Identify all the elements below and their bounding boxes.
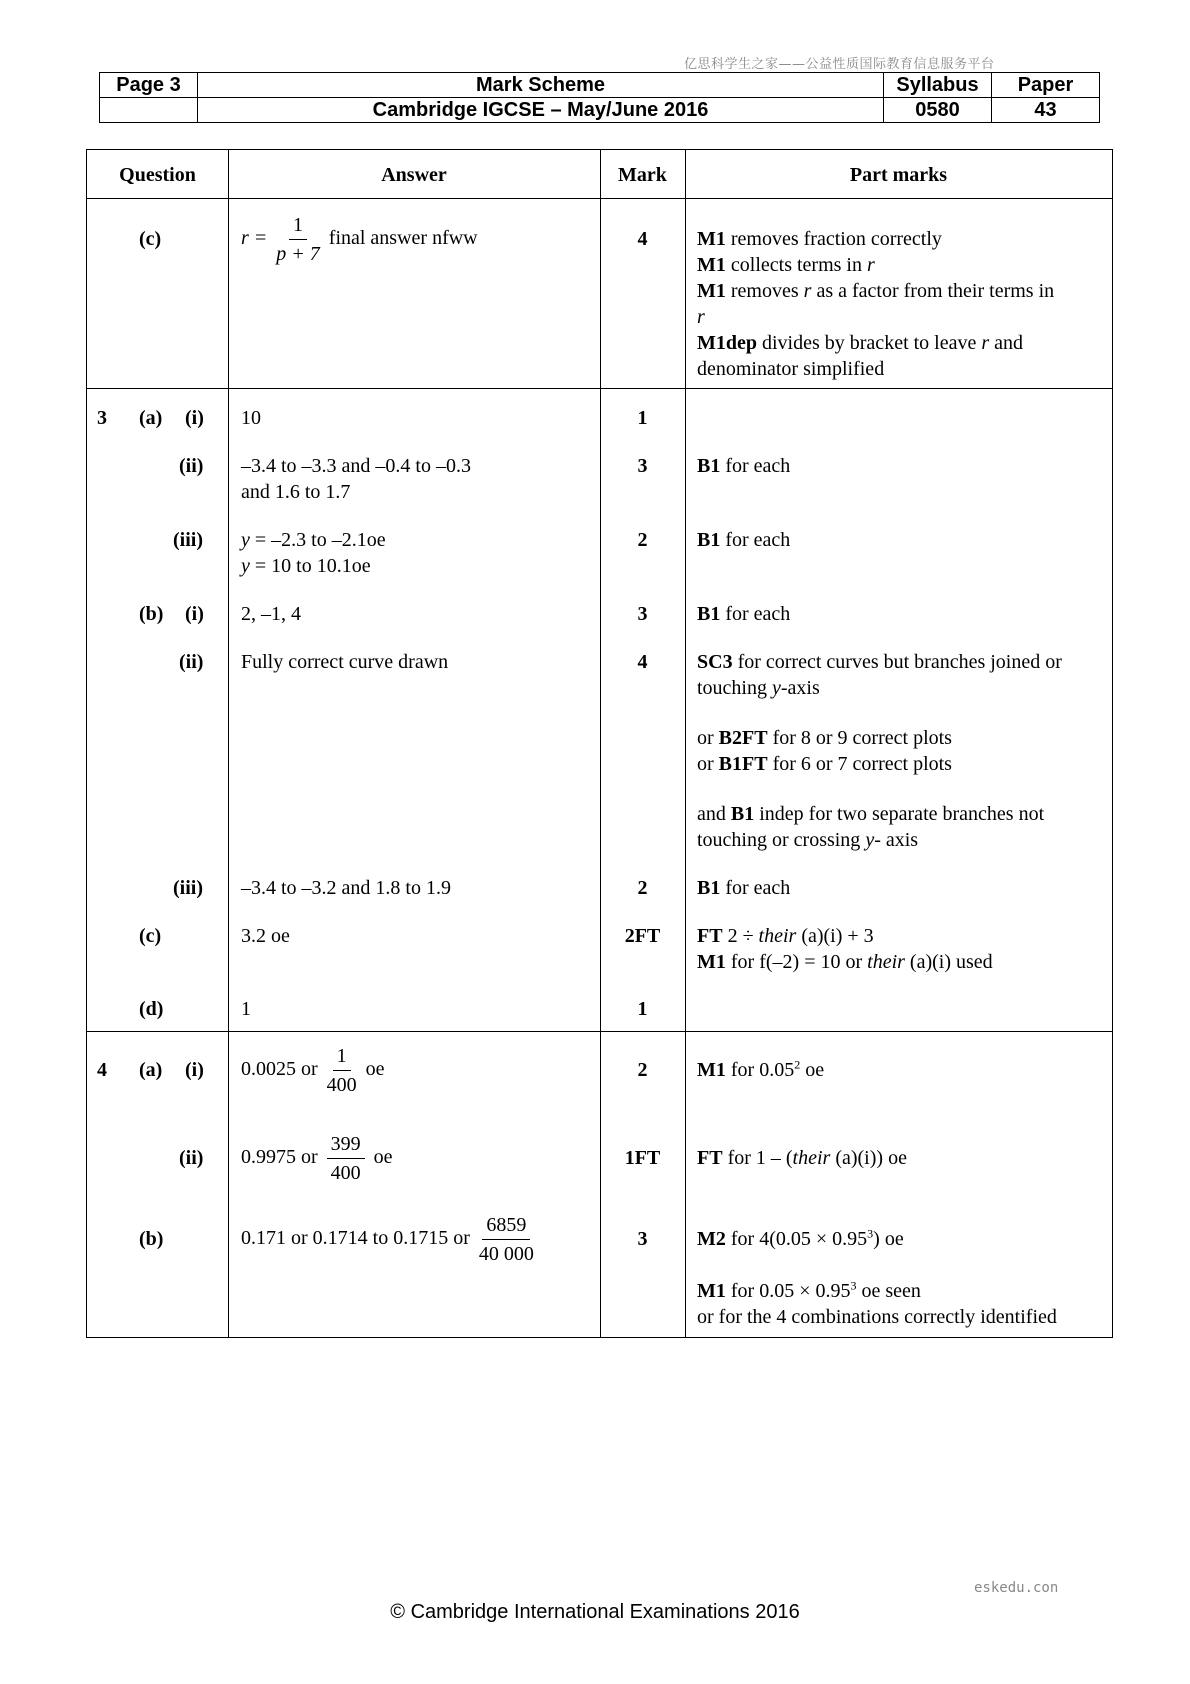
answer-cell — [241, 211, 478, 268]
fraction — [327, 1042, 357, 1099]
answer-cell — [241, 1042, 385, 1099]
question-subpart: (iii) — [173, 877, 203, 899]
part-marks-cell — [697, 1057, 824, 1083]
mark-code: M1dep — [697, 332, 757, 354]
mark-note: for 6 or 7 correct plots — [767, 753, 952, 775]
mark-note: or — [697, 753, 719, 775]
answer-line: and 1.6 to 1.7 — [241, 481, 351, 503]
superscript: 2 — [794, 1057, 801, 1072]
column-header-question: Question — [119, 164, 196, 186]
column-header-answer: Answer — [381, 164, 447, 186]
mark-note: and — [989, 332, 1024, 354]
mark-value: 1 — [637, 998, 648, 1020]
mark-code: FT — [697, 925, 723, 947]
mark-note: indep for two separate branches not — [754, 803, 1045, 825]
paper-label: Paper — [992, 73, 1100, 98]
mark-note: collects terms in — [725, 254, 867, 276]
question-part: (b) — [139, 1228, 164, 1250]
mark-note: r — [697, 306, 705, 328]
mark-code: M1 — [697, 280, 726, 302]
part-marks-cell — [697, 875, 790, 901]
mark-note: their — [792, 1147, 831, 1169]
mark-note: -axis — [780, 677, 820, 699]
answer-cell: –3.4 to –3.2 and 1.8 to 1.9 — [241, 877, 451, 899]
mark-note: for 0.05 — [725, 1059, 795, 1081]
paper-number: 43 — [992, 98, 1100, 123]
question-subpart: (ii) — [179, 651, 204, 673]
fraction-denominator: 400 — [330, 1162, 361, 1184]
fraction-numerator: 6859 — [482, 1211, 530, 1240]
question-part: (b) — [139, 603, 164, 625]
column-header-part-marks: Part marks — [849, 164, 948, 186]
mark-value: 4 — [637, 651, 648, 673]
mark-note: (a)(i)) oe — [830, 1147, 907, 1169]
mark-value: 1 — [637, 407, 648, 429]
question-part: (a) — [139, 407, 163, 429]
question-part: (c) — [139, 925, 162, 947]
mark-note: oe — [800, 1059, 825, 1081]
mark-code: B1 — [697, 529, 721, 551]
mark-note: touching — [697, 677, 772, 699]
mark-code: M1 — [697, 228, 726, 250]
answer-cell — [241, 453, 471, 505]
footer-copyright: © Cambridge International Examinations 2016 — [390, 1601, 800, 1623]
mark-note: touching or crossing — [697, 829, 866, 851]
answer-var: y — [241, 529, 250, 551]
mark-note: r — [866, 254, 875, 276]
mark-note: for 8 or 9 correct plots — [767, 727, 952, 749]
mark-note: y — [865, 829, 875, 851]
question-number: 4 — [97, 1059, 107, 1081]
mark-note: 2 ÷ — [722, 925, 759, 947]
answer-cell: 3.2 oe — [241, 925, 290, 947]
answer-text: oe — [365, 1058, 385, 1081]
mark-code: B2FT — [718, 727, 768, 749]
mark-value: 1FT — [624, 1147, 661, 1169]
answer-text: oe — [373, 1146, 393, 1169]
mark-note: for each — [720, 455, 791, 477]
part-marks-cell — [697, 923, 993, 975]
fraction-numerator: 1 — [333, 1042, 351, 1071]
part-marks-cell — [697, 527, 790, 553]
question-number: 3 — [97, 407, 107, 429]
mark-note: (a)(i) used — [904, 951, 993, 973]
mark-code: M1 — [697, 1280, 726, 1302]
mark-note: y — [772, 677, 781, 699]
answer-cell: 2, –1, 4 — [241, 603, 301, 625]
answer-cell: Fully correct curve drawn — [241, 651, 449, 673]
mark-note: removes fraction correctly — [725, 228, 942, 250]
syllabus-label: Syllabus — [884, 73, 992, 98]
mark-note: - axis — [874, 829, 919, 851]
mark-code: SC3 — [697, 651, 733, 673]
mark-note: for 0.05 × 0.95 — [725, 1280, 851, 1302]
answer-text: 0.171 or 0.1714 to 0.1715 or — [241, 1227, 470, 1250]
part-marks-cell — [697, 226, 1054, 382]
answer-text: 0.9975 or — [241, 1146, 318, 1169]
answer-cell: 10 — [241, 407, 261, 429]
mark-value: 4 — [637, 228, 648, 250]
column-header-mark: Mark — [618, 164, 667, 186]
answer-cell — [241, 1130, 393, 1187]
mark-code: M1 — [697, 254, 726, 276]
mark-note: removes — [725, 280, 804, 302]
header-title: Mark Scheme — [198, 73, 884, 98]
mark-note: and — [697, 803, 731, 825]
question-subpart: (ii) — [179, 1147, 204, 1169]
mark-code: B1FT — [718, 753, 768, 775]
part-marks-cell — [697, 453, 790, 479]
fraction — [327, 1130, 365, 1187]
exam-name: Cambridge IGCSE – May/June 2016 — [198, 98, 884, 123]
fraction-numerator: 399 — [327, 1130, 365, 1159]
fraction-denominator: 400 — [326, 1074, 357, 1096]
syllabus-code: 0580 — [884, 98, 992, 123]
part-marks-cell — [697, 1145, 907, 1171]
answer-suffix: final answer nfww — [328, 227, 478, 250]
part-marks-cell — [697, 649, 1062, 853]
mark-value: 3 — [637, 455, 648, 477]
answer-line: –3.4 to –3.3 and –0.4 to –0.3 — [241, 455, 471, 477]
mark-note: r — [981, 332, 990, 354]
mark-note: for each — [720, 603, 791, 625]
mark-note: for correct curves but branches joined or — [732, 651, 1062, 673]
fraction-denominator: p + 7 — [276, 243, 320, 265]
mark-note: for each — [720, 877, 791, 899]
mark-note: oe seen — [856, 1280, 921, 1302]
mark-value: 2 — [637, 1059, 648, 1081]
mark-value: 3 — [637, 603, 648, 625]
header-table — [99, 72, 1100, 123]
divider — [685, 150, 686, 1337]
mark-code: M1 — [697, 951, 726, 973]
mark-code: M1 — [697, 1059, 726, 1081]
mark-note: divides by bracket to leave — [757, 332, 982, 354]
mark-note: their — [758, 925, 797, 947]
question-part: (a) — [139, 1059, 163, 1081]
question-subpart: (i) — [185, 603, 204, 625]
question-subpart: (i) — [185, 1059, 204, 1081]
mark-note: or — [697, 727, 719, 749]
divider — [87, 1031, 1112, 1032]
mark-note: for 1 – ( — [722, 1147, 793, 1169]
mark-value: 3 — [637, 1228, 648, 1250]
mark-code: M2 — [697, 1228, 726, 1250]
fraction — [479, 1211, 534, 1268]
answer-cell — [241, 527, 386, 579]
divider — [228, 150, 229, 1337]
question-subpart: (iii) — [173, 529, 203, 551]
question-label: (c) — [139, 228, 162, 250]
answer-text: 0.0025 or — [241, 1058, 318, 1081]
mark-value: 2 — [637, 529, 648, 551]
part-marks-cell — [697, 601, 790, 627]
question-part: (d) — [139, 998, 164, 1020]
mark-code: B1 — [697, 603, 721, 625]
fraction-denominator: 40 000 — [478, 1243, 534, 1265]
fraction-numerator: 1 — [289, 211, 307, 240]
mark-note: ) oe — [873, 1228, 904, 1250]
fraction — [276, 211, 320, 268]
header-empty-cell — [100, 98, 198, 123]
mark-note: or for the 4 combinations correctly identified — [697, 1306, 1057, 1328]
question-subpart: (i) — [185, 407, 204, 429]
answer-line: = –2.3 to –2.1oe — [249, 529, 386, 551]
question-subpart: (ii) — [179, 455, 204, 477]
mark-note: for 4(0.05 × 0.95 — [725, 1228, 868, 1250]
page-number: Page 3 — [100, 73, 198, 98]
mark-code: B1 — [697, 877, 721, 899]
mark-note: denominator simplified — [697, 358, 885, 380]
divider — [87, 198, 1112, 199]
mark-code: B1 — [697, 455, 721, 477]
mark-code: FT — [697, 1147, 723, 1169]
watermark: 亿思科学生之家——公益性质国际教育信息服务平台 — [684, 57, 995, 72]
divider — [87, 388, 1112, 389]
mark-value: 2FT — [624, 925, 661, 947]
mark-note: (a)(i) + 3 — [796, 925, 874, 947]
mark-note: their — [867, 951, 905, 973]
answer-line: = 10 to 10.1oe — [249, 555, 371, 577]
mark-scheme-table — [86, 149, 1113, 1338]
mark-note: for f(–2) = 10 or — [725, 951, 868, 973]
mark-note: for each — [720, 529, 791, 551]
part-marks-cell — [697, 1226, 1057, 1330]
superscript: 3 — [867, 1226, 874, 1241]
mark-note: as a factor from their terms in — [811, 280, 1055, 302]
answer-cell — [241, 1211, 538, 1268]
mark-note: r — [803, 280, 812, 302]
answer-var: y — [241, 555, 250, 577]
mark-code: B1 — [730, 803, 755, 825]
superscript: 3 — [850, 1278, 857, 1293]
watermark-site: eskedu.con — [974, 1580, 1059, 1596]
answer-cell: 1 — [241, 998, 251, 1020]
answer-lhs: r = — [241, 227, 268, 250]
mark-value: 2 — [637, 877, 648, 899]
